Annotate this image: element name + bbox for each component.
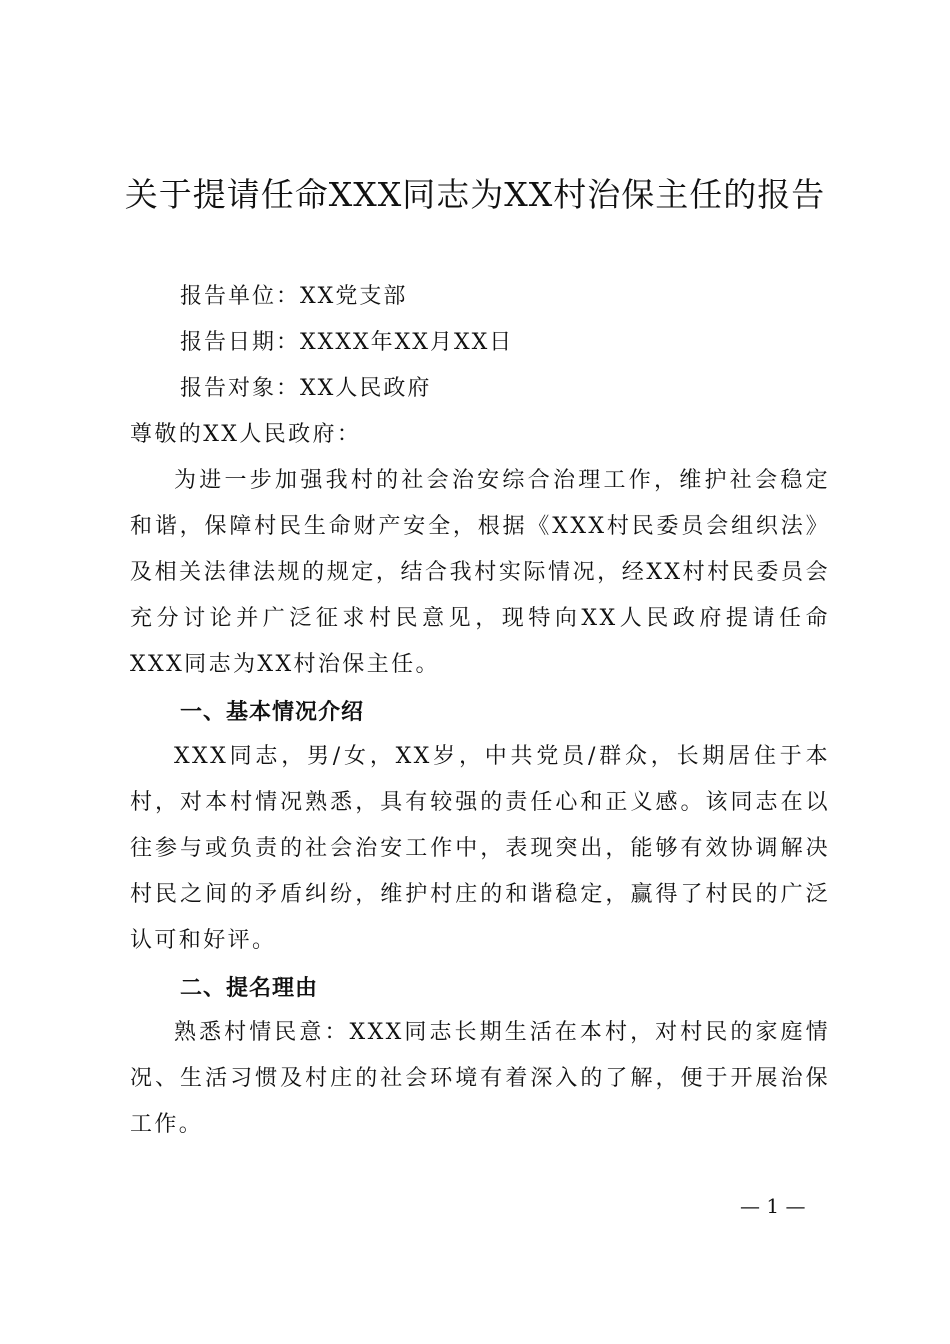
salutation: 尊敬的XX人民政府：: [130, 422, 362, 447]
section-nomination-reason-text: 熟悉村情民意：XXX同志长期生活在本村，对村民的家庭情况、生活习惯及村庄的社会环境有着深入的了解，便于开展治保工作。: [130, 1020, 830, 1137]
document-title: 关于提请任命XXX同志为XX村治保主任的报告: [124, 175, 826, 214]
report-unit: 报告单位：XX党支部: [180, 284, 408, 309]
section-heading-basic-info: 一、基本情况介绍: [180, 700, 365, 725]
report-recipient: 报告对象：XX人民政府: [180, 376, 432, 401]
intro-paragraph: 为进一步加强我村的社会治安综合治理工作，维护社会稳定和谐，保障村民生命财产安全，根据《XXX村民委员会组织法》及相关法律法规的规定，结合我村实际情况，经XX村村民委员会充分讨论并广泛征求村民意见，现特向XX人民政府提请任命XXX同志为XX村治保主任。: [130, 468, 830, 677]
page-number: — 1 —: [740, 1194, 806, 1218]
section-heading-nomination-reason: 二、提名理由: [180, 976, 319, 1001]
report-date: 报告日期：XXXX年XX月XX日: [180, 330, 514, 355]
section-basic-info-text: XXX同志，男/女，XX岁，中共党员/群众，长期居住于本村，对本村情况熟悉，具有较强的责任心和正义感。该同志在以往参与或负责的社会治安工作中，表现突出，能够有效协调解决村民之间的矛盾纠纷，维护村庄的和谐稳定，赢得了村民的广泛认可和好评。: [130, 744, 830, 953]
